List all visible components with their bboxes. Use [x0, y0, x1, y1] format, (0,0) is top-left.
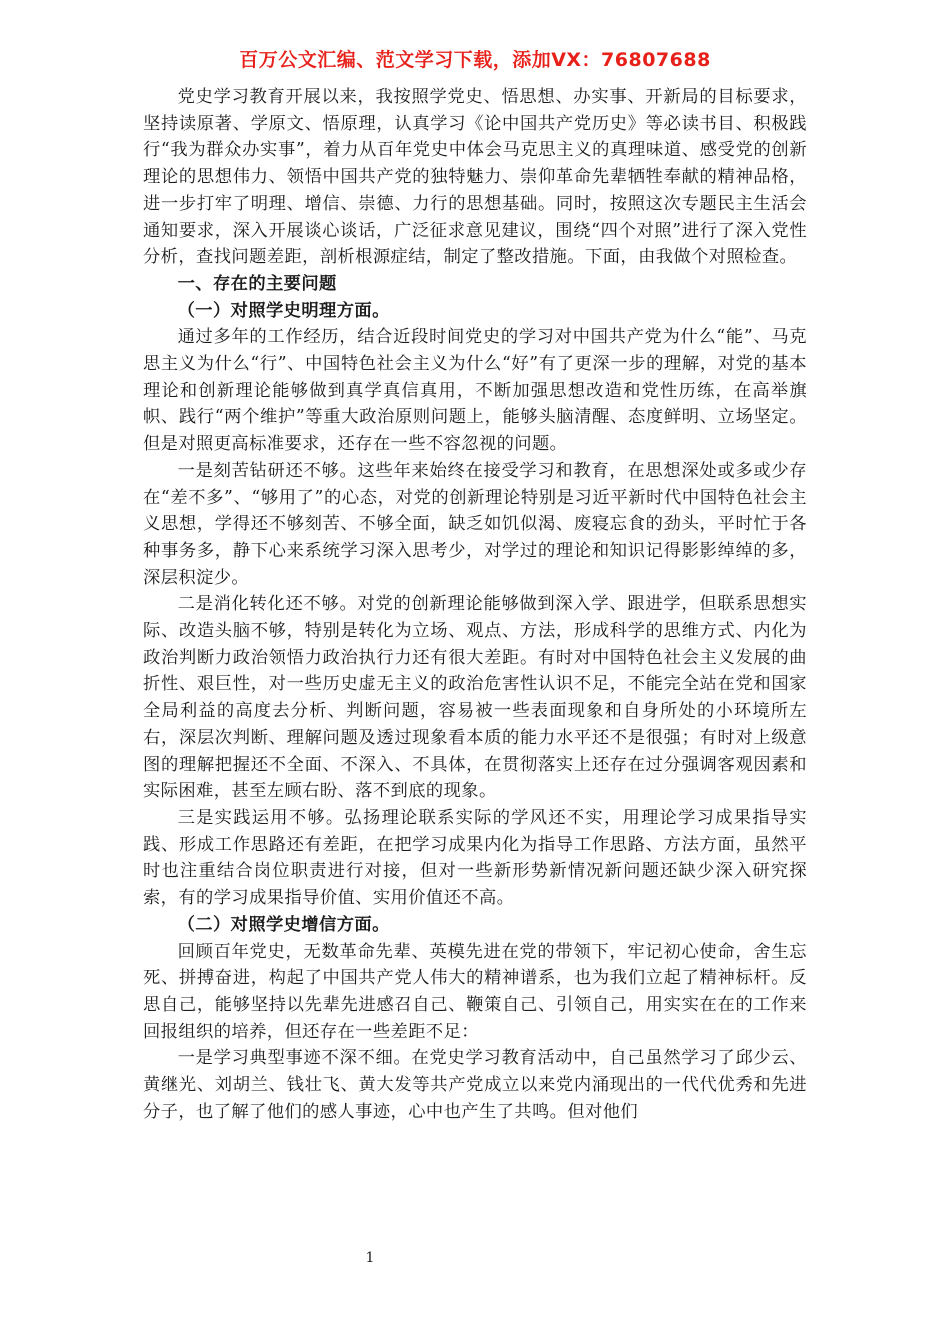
header-banner: 百万公文汇编、范文学习下载，添加VX：76807688: [239, 49, 711, 71]
paragraph: 一是学习典型事迹不深不细。在党史学习教育活动中，自己虽然学习了邱少云、黄继光、刘胡兰、钱壮飞、黄大发等共产党成立以来党内涌现出的一代代优秀和先进分子，也了解了他们的感人事迹，心中也产生了共鸣。但对他们: [143, 1048, 807, 1122]
paragraph: 三是实践运用不够。弘扬理论联系实际的学风还不实，用理论学习成果指导实践、形成工作思路还有差距，在把学习成果内化为指导工作思路、方法方面，虽然平时也注重结合岗位职责进行对接，但对一些新形势新情况新问题还缺少深入研究探索，有的学习成果指导价值、实用价值还不高。: [143, 807, 807, 909]
paragraph: 二是消化转化还不够。对党的创新理论能够做到深入学、跟进学，但联系思想实际、改造头脑不够，特别是转化为立场、观点、方法，形成科学的思维方式、内化为政治判断力政治领悟力政治执行力还有很大差距。有时对中国特色社会主义发展的曲折性、艰巨性，对一些历史虚无主义的政治危害性认识不足，不能完全站在党和国家全局利益的高度去分析、判断问题，容易被一些表面现象和自身所处的小环境所左右，深层次判断、理解问题及透过现象看本质的能力水平还不是很强；有时对上级意图的理解把握还不全面、不深入、不具体，在贯彻落实上还存在过分强调客观因素和实际困难，甚至左顾右盼、落不到底的现象。: [143, 594, 807, 802]
paragraph: 回顾百年党史，无数革命先辈、英模先进在党的带领下，牢记初心使命，舍生忘死、拼搏奋进，构起了中国共产党人伟大的精神谱系，也为我们立起了精神标杆。反思自己，能够坚持以先辈先进感召自己、鞭策自己、引领自己，用实实在在的工作来回报组织的培养，但还存在一些差距不足：: [143, 941, 807, 1042]
subsection-heading-mingli: （一）对照学史明理方面。: [177, 300, 390, 321]
subsection-heading-zengxin: （二）对照学史增信方面。: [177, 914, 390, 935]
document-body: [143, 84, 807, 1125]
section-heading-problems: 一、存在的主要问题: [177, 273, 337, 294]
intro-paragraph: 党史学习教育开展以来，我按照学党史、悟思想、办实事、开新局的目标要求，坚持读原著、学原文、悟原理，认真学习《论中国共产党历史》等必读书目、积极践行“我为群众办实事”，着力从百年党史中体会马克思主义的真理味道、感受党的创新理论的思想伟力、领悟中国共产党的独特魅力、崇仰革命先辈牺牲奉献的精神品格，进一步打牢了明理、增信、崇德、力行的思想基础。同时，按照这次专题民主生活会通知要求，深入开展谈心谈话，广泛征求意见建议，围绕“四个对照”进行了深入党性分析，查找问题差距，剖析根源症结，制定了整改措施。下面，由我做个对照检查。: [143, 87, 807, 268]
paragraph: 通过多年的工作经历，结合近段时间党史的学习对中国共产党为什么“能”、马克思主义为什么“行”、中国特色社会主义为什么“好”有了更深一步的理解，对党的基本理论和创新理论能够做到真学真信真用，不断加强思想改造和党性历练，在高举旗帜、践行“两个维护”等重大政治原则问题上，能够头脑清醒、态度鲜明、立场坚定。但是对照更高标准要求，还存在一些不容忽视的问题。: [143, 327, 807, 455]
page-number: 1: [365, 1250, 375, 1266]
paragraph: 一是刻苦钻研还不够。这些年来始终在接受学习和教育，在思想深处或多或少存在“差不多”、“够用了”的心态，对党的创新理论特别是习近平新时代中国特色社会主义思想，学得还不够刻苦、不够全面，缺乏如饥似渴、废寝忘食的劲头，平时忙于各种事务多，静下心来系统学习深入思考少，对学过的理论和知识记得影影绰绰的多，深层积淀少。: [143, 460, 807, 588]
